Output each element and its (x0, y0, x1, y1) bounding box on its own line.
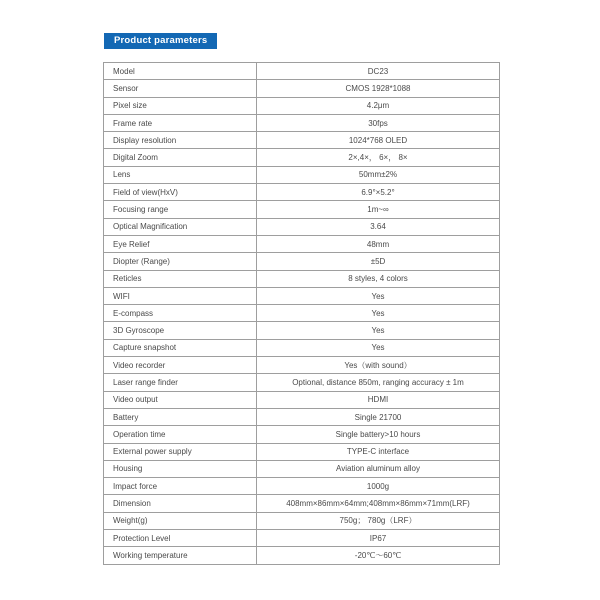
table-row (104, 495, 500, 512)
param-value-cell: 8 styles, 4 colors (257, 270, 500, 287)
param-value-cell: Yes（with sound） (257, 357, 500, 374)
table-row (104, 408, 500, 425)
param-value-cell: 2×,4×， 6×， 8× (257, 149, 500, 166)
table-row (104, 132, 500, 149)
param-name-cell: Eye Relief (104, 235, 257, 252)
param-value-cell: 50mm±2% (257, 166, 500, 183)
table-row (104, 512, 500, 529)
table-row (104, 218, 500, 235)
table-row (104, 357, 500, 374)
param-value-cell: Single 21700 (257, 408, 500, 425)
table-row (104, 391, 500, 408)
param-name-cell: Video recorder (104, 357, 257, 374)
param-value-cell: CMOS 1928*1088 (257, 80, 500, 97)
param-name-cell: Operation time (104, 426, 257, 443)
table-row (104, 97, 500, 114)
param-value-cell: 4.2μm (257, 97, 500, 114)
param-value-cell: Yes (257, 322, 500, 339)
table-row (104, 547, 500, 564)
param-value-cell: 1m~∞ (257, 201, 500, 218)
param-name-cell: Protection Level (104, 530, 257, 547)
param-value-cell: 6.9°×5.2° (257, 184, 500, 201)
table-row (104, 149, 500, 166)
param-value-cell: 48mm (257, 235, 500, 252)
param-name-cell: Sensor (104, 80, 257, 97)
param-name-cell: Dimension (104, 495, 257, 512)
table-row (104, 443, 500, 460)
param-name-cell: Working temperature (104, 547, 257, 564)
table-row (104, 478, 500, 495)
param-value-cell: Yes (257, 287, 500, 304)
param-name-cell: Optical Magnification (104, 218, 257, 235)
table-row (104, 184, 500, 201)
param-name-cell: Model (104, 63, 257, 80)
table-row (104, 287, 500, 304)
param-name-cell: Capture snapshot (104, 339, 257, 356)
table-row (104, 270, 500, 287)
param-name-cell: Frame rate (104, 114, 257, 131)
param-name-cell: 3D Gyroscope (104, 322, 257, 339)
parameters-table-body (104, 63, 500, 565)
table-row (104, 305, 500, 322)
param-name-cell: External power supply (104, 443, 257, 460)
param-name-cell: Focusing range (104, 201, 257, 218)
param-name-cell: Diopter (Range) (104, 253, 257, 270)
table-row (104, 201, 500, 218)
param-value-cell: 408mm×86mm×64mm;408mm×86mm×71mm(LRF) (257, 495, 500, 512)
param-value-cell: DC23 (257, 63, 500, 80)
table-row (104, 530, 500, 547)
table-row (104, 253, 500, 270)
param-name-cell: Digital Zoom (104, 149, 257, 166)
param-value-cell: Optional, distance 850m, ranging accuracy ± 1m (257, 374, 500, 391)
param-name-cell: Pixel size (104, 97, 257, 114)
page-title-badge: Product parameters (104, 33, 217, 49)
param-value-cell: 1024*768 OLED (257, 132, 500, 149)
param-value-cell: 750g； 780g（LRF） (257, 512, 500, 529)
param-value-cell: Aviation aluminum alloy (257, 460, 500, 477)
param-name-cell: Battery (104, 408, 257, 425)
table-row (104, 374, 500, 391)
param-name-cell: Video output (104, 391, 257, 408)
param-name-cell: Impact force (104, 478, 257, 495)
param-value-cell: 1000g (257, 478, 500, 495)
param-name-cell: Housing (104, 460, 257, 477)
param-name-cell: Lens (104, 166, 257, 183)
param-value-cell: HDMI (257, 391, 500, 408)
param-value-cell: -20℃～60℃ (257, 547, 500, 564)
param-name-cell: Weight(g) (104, 512, 257, 529)
table-row (104, 426, 500, 443)
table-row (104, 114, 500, 131)
param-name-cell: E-compass (104, 305, 257, 322)
table-row (104, 339, 500, 356)
table-row (104, 166, 500, 183)
param-value-cell: ±5D (257, 253, 500, 270)
table-row (104, 460, 500, 477)
table-row (104, 322, 500, 339)
param-value-cell: Single battery>10 hours (257, 426, 500, 443)
param-value-cell: Yes (257, 339, 500, 356)
param-name-cell: WIFI (104, 287, 257, 304)
param-name-cell: Reticles (104, 270, 257, 287)
table-row (104, 80, 500, 97)
product-parameters-table (103, 62, 500, 565)
param-value-cell: Yes (257, 305, 500, 322)
param-value-cell: TYPE-C interface (257, 443, 500, 460)
table-row (104, 235, 500, 252)
param-name-cell: Laser range finder (104, 374, 257, 391)
param-name-cell: Field of view(HxV) (104, 184, 257, 201)
param-value-cell: 3.64 (257, 218, 500, 235)
param-name-cell: Display resolution (104, 132, 257, 149)
param-value-cell: IP67 (257, 530, 500, 547)
param-value-cell: 30fps (257, 114, 500, 131)
table-row (104, 63, 500, 80)
